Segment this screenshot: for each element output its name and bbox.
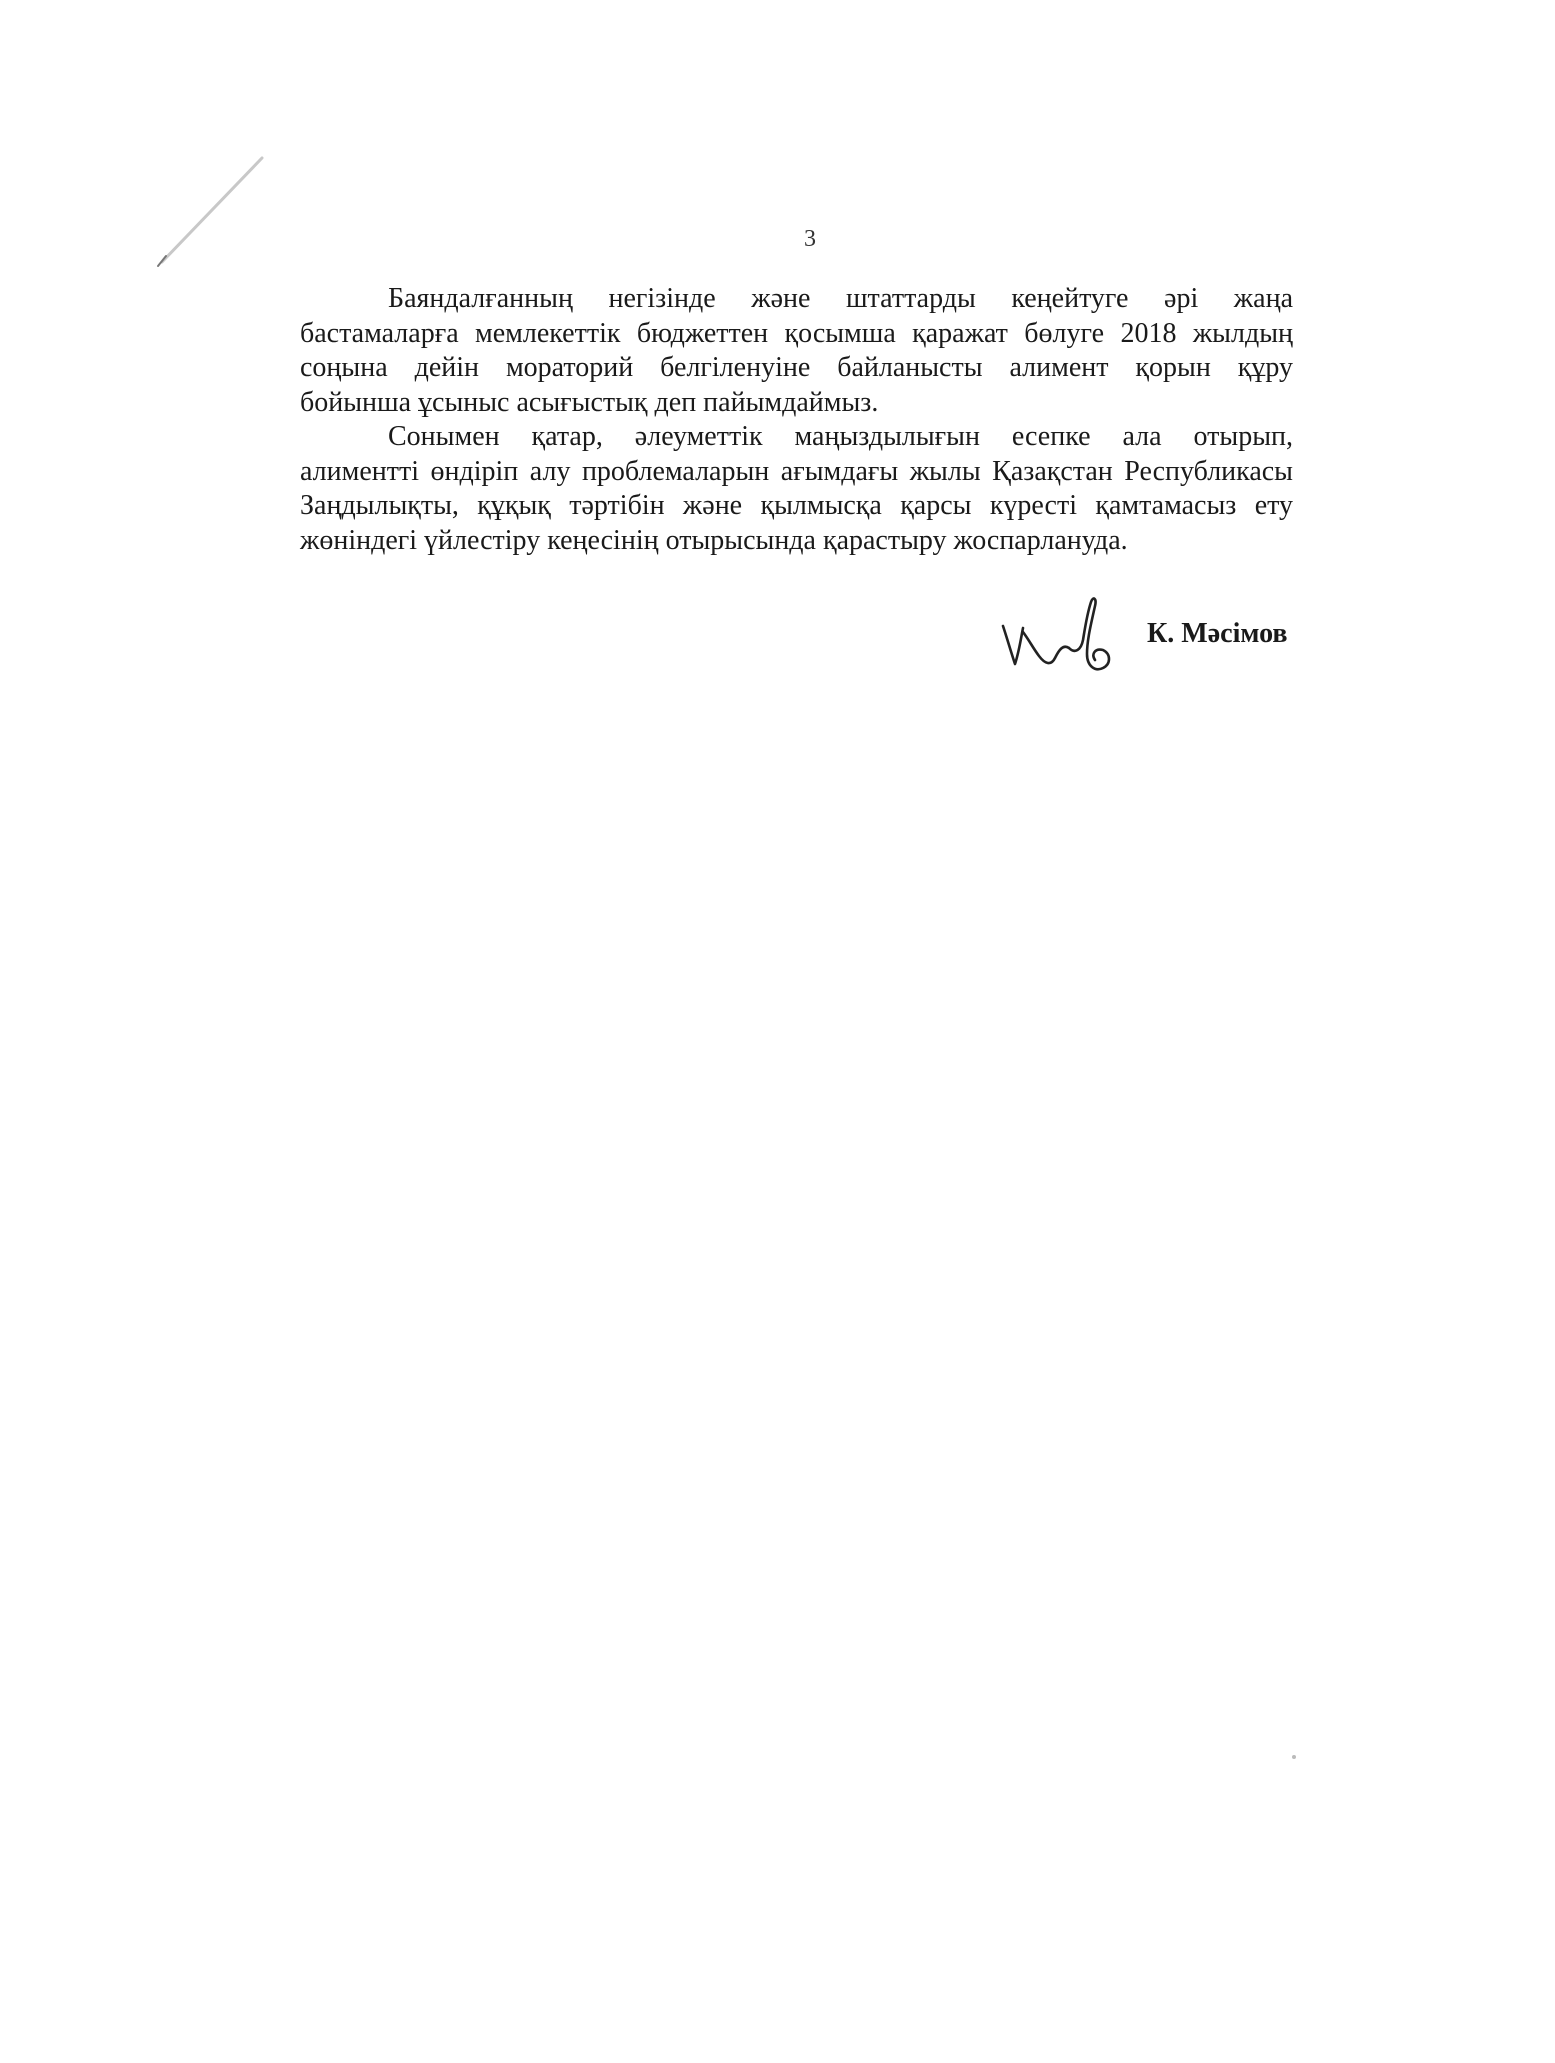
signatory-name: К. Мәсімов (1147, 618, 1288, 649)
text-line: бастамаларға мемлекеттік бюджеттен қосымша қаражат бөлуге 2018 жылдың (300, 317, 1293, 349)
text-line: бойынша ұсыныс асығыстық деп пайымдаймыз. (300, 386, 879, 418)
page-number: 3 (804, 226, 816, 252)
handwritten-signature (995, 592, 1125, 680)
signature-block (995, 592, 1295, 682)
scan-speck (1292, 1755, 1296, 1759)
letter-body (300, 282, 1293, 558)
text-line: алиментті өндіріп алу проблемаларын ағымдағы жылы Қазақстан Республикасы (300, 455, 1293, 487)
paragraph-1 (300, 282, 1293, 420)
text-line: соңына дейін мораторий белгіленуіне байланысты алимент қорын құру (300, 352, 1293, 383)
text-line: Сонымен қатар, әлеуметтік маңыздылығын есепке ала отырып, (388, 421, 1293, 452)
paragraph-2 (300, 420, 1293, 558)
text-line: Заңдылықты, құқық тәртібін және қылмысқа қарсы күресті қамтамасыз ету (300, 490, 1293, 521)
text-line: жөніндегі үйлестіру кеңесінің отырысында қарастыру жоспарлануда. (300, 524, 1128, 556)
text-line: Баяндалғанның негізінде және штаттарды кеңейтуге әрі жаңа (388, 283, 1293, 314)
scan-line-mark (150, 150, 280, 280)
